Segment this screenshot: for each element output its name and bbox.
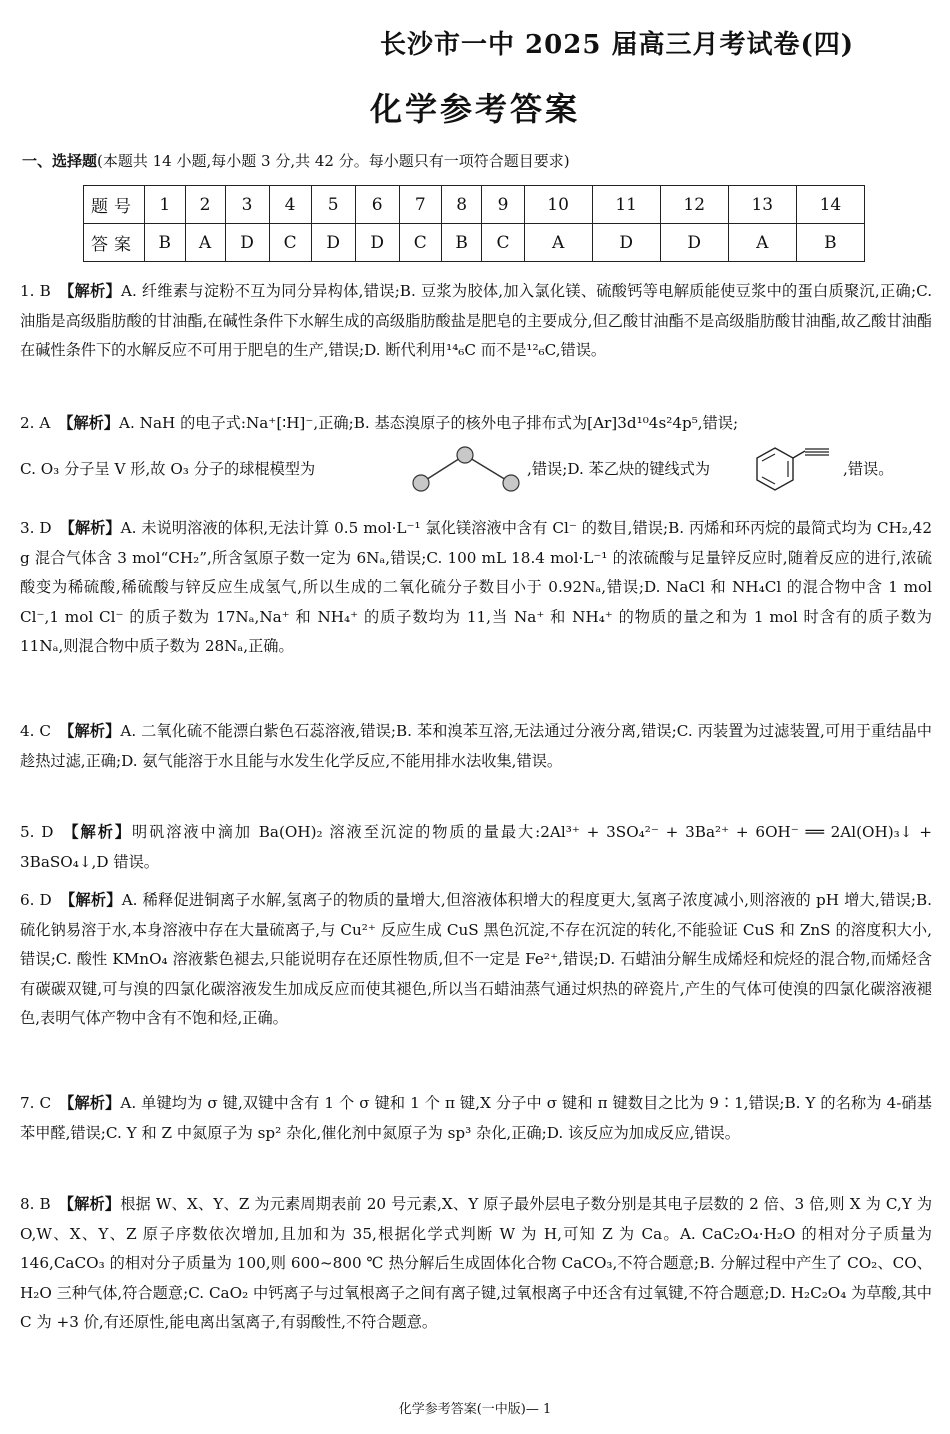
table-cell-answer: B <box>796 224 864 262</box>
row-label-answer: 答案 <box>84 224 145 262</box>
explanation-q2 <box>20 409 932 495</box>
table-cell-number: 12 <box>660 186 728 224</box>
table-cell-number: 2 <box>185 186 225 224</box>
explanation-text: A. 纤维素与淀粉不互为同分异构体,错误;B. 豆浆为胶体,加入氯化镁、硫酸钙等电解质能使豆浆中的蛋白质聚沉,正确;C. 油脂是高级脂肪酸的甘油酯,在碱性条件下水解生成的高级脂肪酸盐是肥皂的主要成分,但乙酸甘油酯不是高级脂肪酸甘油酯,故乙酸甘油酯在碱性条件下的水解反应不可用于肥皂的生产,错误;D. 断代利用¹⁴₆C 而不是¹²₆C,错误。 <box>20 282 933 359</box>
subject-title: 化学参考答案 <box>369 90 580 128</box>
table-cell-answer: A <box>524 224 592 262</box>
section-label: 一、选择题 <box>22 152 98 170</box>
explanation-q6 <box>20 886 932 1034</box>
table-cell-answer: C <box>482 224 524 262</box>
q2-structure-line <box>20 445 932 495</box>
page-footer: 化学参考答案(一中版)— 1 <box>398 1402 552 1417</box>
analysis-tag: 【解析】 <box>59 519 121 537</box>
table-cell-number: 8 <box>441 186 482 224</box>
analysis-tag: 【解析】 <box>59 891 122 909</box>
table-cell-number: 1 <box>145 186 186 224</box>
table-cell-answer: D <box>660 224 728 262</box>
question-number: 7. C <box>20 1094 52 1112</box>
table-cell-answer: C <box>269 224 311 262</box>
table-cell-number: 6 <box>355 186 399 224</box>
explanation-text: A. 稀释促进铜离子水解,氢离子的物质的量增大,但溶液体积增大的程度更大,氢离子浓度减小,则溶液的 pH 增大,错误;B. 硫化钠易溶于水,本身溶液中存在大量硫离子,与 Cu²⁺ 反应生成 CuS 黑色沉淀,不存在沉淀的转化,不能验证 CuS 和 ZnS 的溶度积大小,错误;C. 酸性 KMnO₄ 溶液紫色褪去,只能说明存在还原性物质,但不一定是 Fe²⁺,错误;D. 石蜡油分解生成烯烃和烷烃的混合物,而烯烃含有碳碳双键,可与溴的四氯化碳溶液发生加成反应而使其褪色,所以当石蜡油蒸气通过炽热的碎瓷片,产生的气体可使溴的四氯化碳溶液褪色,表明气体产物中含有不饱和烃,正确。 <box>20 891 932 1027</box>
question-number: 2. A <box>20 414 51 432</box>
answer-table-number-row <box>84 186 865 224</box>
answer-table-answer-row <box>84 224 865 262</box>
table-cell-number: 14 <box>796 186 864 224</box>
analysis-tag: 【解析】 <box>58 1195 121 1213</box>
explanation-q4 <box>20 717 932 776</box>
explanation-q5 <box>20 818 932 877</box>
explanation-text: A. NaH 的电子式:Na⁺[∶H]⁻,正确;B. 基态溴原子的核外电子排布式为[Ar]3d¹⁰4s²4p⁵,错误; <box>119 414 739 432</box>
analysis-tag: 【解析】 <box>61 823 132 841</box>
table-cell-number: 11 <box>592 186 660 224</box>
table-cell-answer: D <box>355 224 399 262</box>
explanation-q3 <box>20 514 932 662</box>
answer-table <box>83 185 865 262</box>
table-cell-number: 13 <box>728 186 796 224</box>
section-note: (本题共 14 小题,每小题 3 分,共 42 分。每小题只有一项符合题目要求) <box>97 152 570 170</box>
table-cell-number: 9 <box>482 186 524 224</box>
table-cell-number: 5 <box>311 186 355 224</box>
table-cell-answer: D <box>225 224 269 262</box>
phenylacetylene-skeletal-formula <box>753 445 843 495</box>
question-number: 1. B <box>20 282 51 300</box>
table-cell-number: 7 <box>399 186 441 224</box>
explanation-text: A. 二氧化硫不能漂白紫色石蕊溶液,错误;B. 苯和溴苯互溶,无法通过分液分离,错误;C. 丙装置为过滤装置,可用于重结晶中趁热过滤,正确;D. 氨气能溶于水且能与水发生化学反应,不能用排水法收集,错误。 <box>20 722 932 770</box>
explanation-text: C. O₃ 分子呈 V 形,故 O₃ 分子的球棍模型为 <box>20 459 316 478</box>
section-header <box>22 150 570 171</box>
table-cell-answer: A <box>728 224 796 262</box>
explanation-q8 <box>20 1190 932 1338</box>
table-cell-number: 4 <box>269 186 311 224</box>
question-number: 8. B <box>20 1195 51 1213</box>
table-cell-answer: D <box>592 224 660 262</box>
table-cell-answer: B <box>441 224 482 262</box>
explanation-text: ,错误。 <box>843 459 894 478</box>
question-number: 4. C <box>20 722 52 740</box>
analysis-tag: 【解析】 <box>59 722 121 740</box>
analysis-tag: 【解析】 <box>58 282 121 300</box>
question-number: 5. D <box>20 823 54 841</box>
explanation-text: ,错误;D. 苯乙炔的键线式为 <box>527 459 711 478</box>
table-cell-answer: B <box>145 224 186 262</box>
question-number: 6. D <box>20 891 52 909</box>
explanation-q1 <box>20 277 932 366</box>
table-cell-answer: A <box>185 224 225 262</box>
explanation-text: A. 未说明溶液的体积,无法计算 0.5 mol·L⁻¹ 氯化镁溶液中含有 Cl⁻ 的数目,错误;B. 丙烯和环丙烷的最简式均为 CH₂,42 g 混合气体含 3 mol“CH₂”,所含氢原子数一定为 6Nₐ,错误;C. 100 mL 18.4 mol·L⁻¹ 的浓硫酸与足量锌反应时,随着反应的进行,浓硫酸变为稀硫酸,稀硫酸与锌反应生成氢气,所以生成的二氧化硫分子数目小于 0.92Nₐ,错误;D. NaCl 和 NH₄Cl 的混合物中含 1 mol Cl⁻,1 mol Cl⁻ 的质子数为 17Nₐ,Na⁺ 和 NH₄⁺ 的质子数均为 11,当 Na⁺ 和 NH₄⁺ 的物质的量之和为 1 mol 时含有的质子数为 11Nₐ,则混合物中质子数为 28Nₐ,正确。 <box>20 519 932 655</box>
table-cell-answer: C <box>399 224 441 262</box>
ozone-ball-stick-model <box>407 445 525 493</box>
explanation-q7 <box>20 1089 932 1148</box>
analysis-tag: 【解析】 <box>59 1094 121 1112</box>
explanation-text: 明矾溶液中滴加 Ba(OH)₂ 溶液至沉淀的物质的量最大:2Al³⁺ + 3SO₄²⁻ + 3Ba²⁺ + 6OH⁻ ══ 2Al(OH)₃↓ + 3BaSO₄↓,D 错误。 <box>20 823 932 871</box>
exam-title: 长沙市一中 2025 届高三月考试卷(四) <box>380 30 855 60</box>
table-cell-answer: D <box>311 224 355 262</box>
explanation-text: 根据 W、X、Y、Z 为元素周期表前 20 号元素,X、Y 原子最外层电子数分别是其电子层数的 2 倍、3 倍,则 X 为 C,Y 为 O,W、X、Y、Z 原子序数依次增加,且加和为 35,根据化学式判断 W 为 H,可知 Z 为 Ca。A. CaC₂O₄·H₂O 的相对分子质量为 146,CaCO₃ 的相对分子质量为 100,则 600~800 ℃ 热分解后生成固体化合物 CaCO₃,不符合题意;B. 分解过程中产生了 CO₂、CO、H₂O 三种气体,符合题意;C. CaO₂ 中钙离子与过氧根离子之间有离子键,过氧根离子中还含有过氧键,不符合题意;D. H₂C₂O₄ 为草酸,其中 C 为 +3 价,有还原性,能电离出氢离子,有弱酸性,不符合题意。 <box>20 1195 933 1331</box>
explanation-text: A. 单键均为 σ 键,双键中含有 1 个 σ 键和 1 个 π 键,X 分子中 σ 键和 π 键数目之比为 9∶1,错误;B. Y 的名称为 4-硝基苯甲醛,错误;C. Y 和 Z 中氮原子为 sp² 杂化,催化剂中氮原子为 sp³ 杂化,正确;D. 该反应为加成反应,错误。 <box>20 1094 932 1142</box>
analysis-tag: 【解析】 <box>58 414 120 432</box>
row-label-number: 题号 <box>84 186 145 224</box>
table-cell-number: 3 <box>225 186 269 224</box>
table-cell-number: 10 <box>524 186 592 224</box>
question-number: 3. D <box>20 519 52 537</box>
